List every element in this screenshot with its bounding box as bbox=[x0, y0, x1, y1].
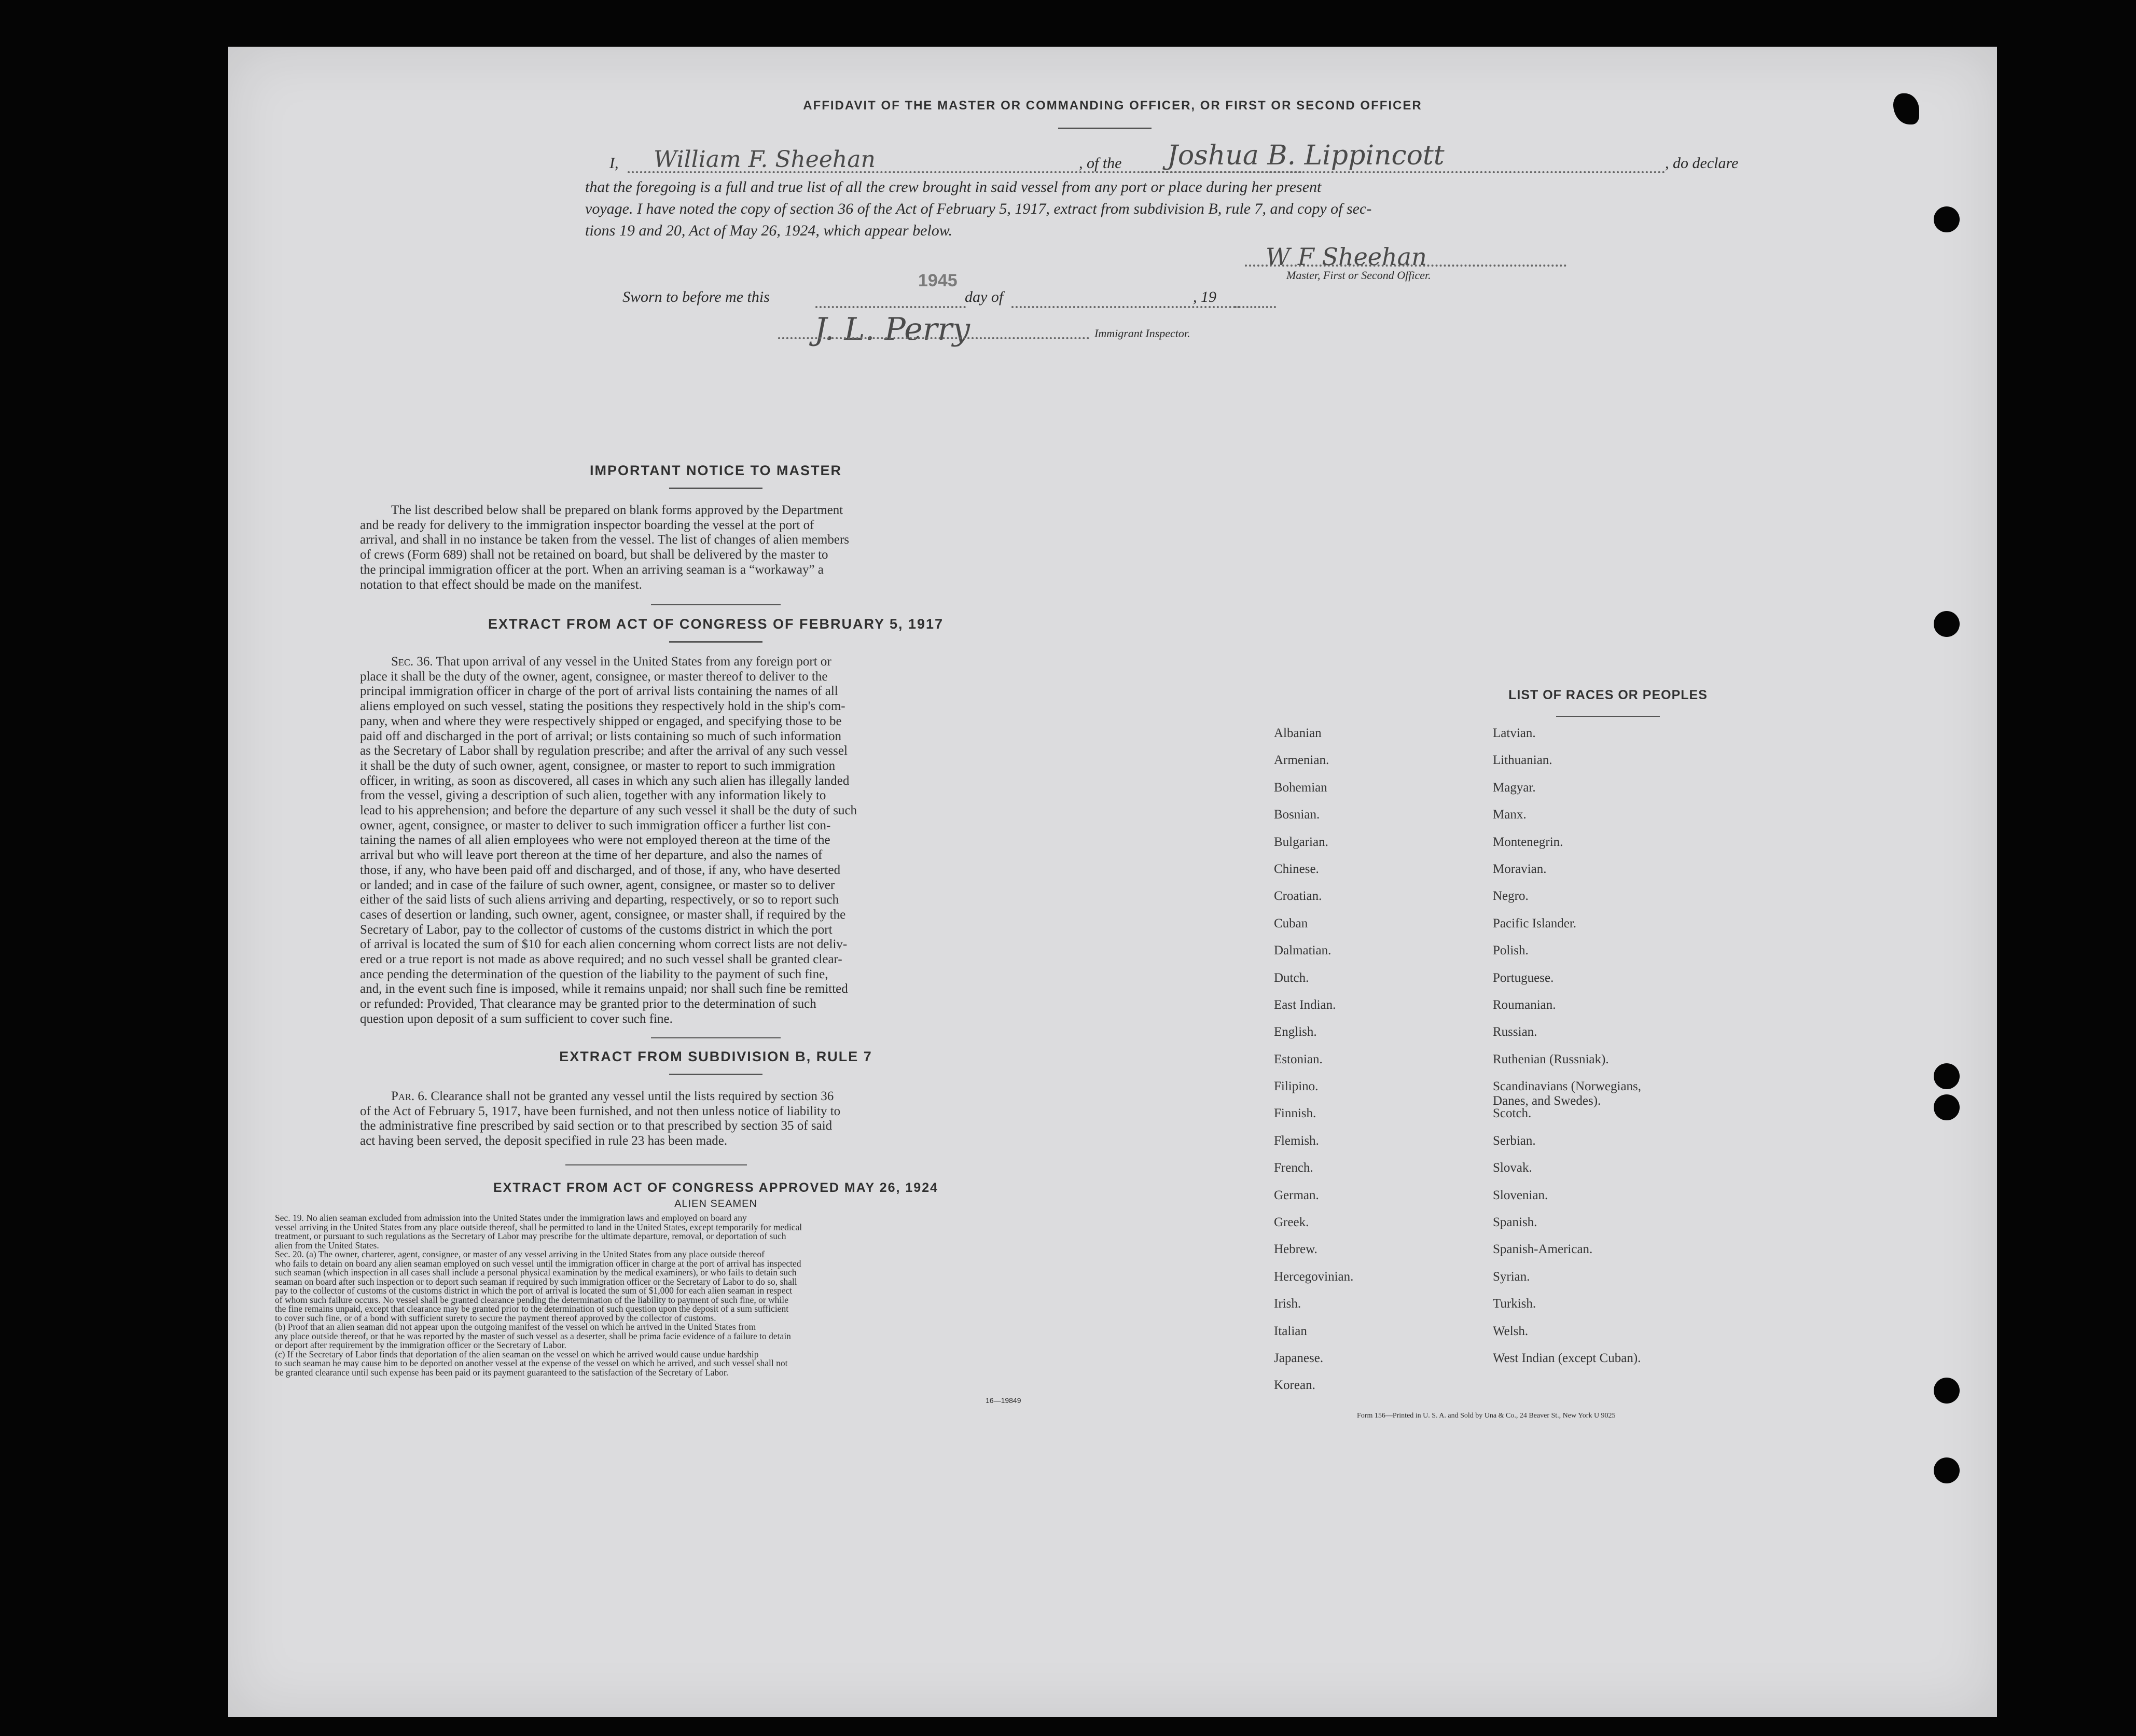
inspector-caption: Immigrant Inspector. bbox=[1094, 327, 1190, 340]
race-item: Magyar. bbox=[1493, 780, 1536, 795]
race-item: Bohemian bbox=[1274, 780, 1327, 795]
master-signature: W F Sheehan bbox=[1266, 243, 1427, 271]
extract-rule7-body: Clearance shall not be granted any vessel until the lists required by section 36 of the Act of February 5, 1917, have been furnished, and not then unless notice of liability to the administrative fine prescribed by said section or to that prescribed by section 35 of said act having been served, the deposit specified in rule 23 has been made. bbox=[360, 1089, 841, 1148]
form-code: 16—19849 bbox=[986, 1396, 1021, 1405]
race-item: Chinese. bbox=[1274, 862, 1319, 876]
binder-hole bbox=[1934, 1457, 1960, 1483]
race-item: Estonian. bbox=[1274, 1052, 1323, 1066]
inspector-line bbox=[778, 337, 1089, 339]
vessel-name-handwriting: Joshua B. Lippincott bbox=[1167, 140, 1445, 171]
race-item: Scotch. bbox=[1493, 1106, 1532, 1121]
do-declare-text: , do declare bbox=[1665, 155, 1739, 172]
race-item: Spanish. bbox=[1493, 1215, 1537, 1230]
extract-rule7-text bbox=[360, 1089, 1073, 1149]
title-rule bbox=[1058, 128, 1152, 129]
notice-title: IMPORTANT NOTICE TO MASTER bbox=[590, 463, 842, 478]
notice-text: The list described below shall be prepared on blank forms approved by the Department and be ready for delivery to the immigration inspector boarding the vessel at the port of arrival, and shall in no instance be taken from the vessel. The list of changes of alien members of crews (Form 689) shall not be retained on board, but shall be delivered by the master to the principal immigration officer at the port. When an arriving seaman is a “workaway” a notation to that effect should be made on the manifest. bbox=[360, 503, 849, 592]
race-item: Portuguese. bbox=[1493, 970, 1554, 985]
extract-rule7-rule bbox=[669, 1074, 762, 1075]
form-printer-note: Form 156—Printed in U. S. A. and Sold by Una & Co., 24 Beaver St., New York U 9025 bbox=[1357, 1412, 1616, 1420]
race-item: Bosnian. bbox=[1274, 808, 1320, 822]
race-item: Italian bbox=[1274, 1324, 1307, 1338]
race-item: Armenian. bbox=[1274, 753, 1329, 768]
declaration-text bbox=[585, 176, 1778, 242]
race-item: Korean. bbox=[1274, 1378, 1315, 1393]
race-item: Moravian. bbox=[1493, 862, 1547, 876]
race-item: Russian. bbox=[1493, 1025, 1537, 1039]
race-item: Flemish. bbox=[1274, 1133, 1319, 1148]
extract-1917-lead: Sec. 36. bbox=[391, 655, 433, 669]
extract-1917-rule bbox=[669, 641, 762, 643]
race-item: Montenegrin. bbox=[1493, 835, 1563, 849]
race-item: Dutch. bbox=[1274, 970, 1309, 985]
races-column-1 bbox=[1274, 726, 1353, 1406]
year-prefix: , 19 bbox=[1193, 288, 1216, 305]
declaration-line-2: voyage. I have noted the copy of section 36 of the Act of February 5, 1917, extract from subdivision B, rule 7, and copy of sec- bbox=[585, 200, 1372, 217]
race-item: German. bbox=[1274, 1188, 1319, 1202]
binder-hole bbox=[1934, 206, 1960, 232]
race-item: Albanian bbox=[1274, 726, 1322, 740]
declaration-line-1: that the foregoing is a full and true list of all the crew brought in said vessel from any port or place during her present bbox=[585, 178, 1322, 196]
extract-rule7-title: EXTRACT FROM SUBDIVISION B, RULE 7 bbox=[559, 1049, 872, 1064]
day-of-text: day of bbox=[965, 288, 1004, 305]
race-item: Manx. bbox=[1493, 808, 1527, 822]
extract-1917-divider bbox=[651, 1037, 781, 1038]
race-item: East Indian. bbox=[1274, 997, 1336, 1012]
race-item: Filipino. bbox=[1274, 1079, 1319, 1094]
race-item: Scandinavians (Norwegians, Danes, and Swedes). bbox=[1493, 1079, 1642, 1108]
race-item: Irish. bbox=[1274, 1297, 1301, 1311]
race-item: Japanese. bbox=[1274, 1351, 1324, 1365]
race-item: Welsh. bbox=[1493, 1324, 1529, 1338]
races-title: LIST OF RACES OR PEOPLES bbox=[1508, 688, 1708, 702]
sworn-text: Sworn to before me this bbox=[622, 288, 770, 305]
extract-1917-title: EXTRACT FROM ACT OF CONGRESS OF FEBRUARY 5, 1917 bbox=[488, 616, 944, 632]
vessel-line bbox=[1141, 171, 1665, 173]
master-name-signature: William F. Sheehan bbox=[654, 146, 876, 173]
document-page bbox=[228, 47, 1997, 1717]
affidavit-prefix: I, bbox=[609, 155, 619, 172]
race-item: Hercegovinian. bbox=[1274, 1269, 1354, 1284]
extract-1924-title: EXTRACT FROM ACT OF CONGRESS APPROVED MAY 26, 1924 bbox=[493, 1181, 939, 1195]
binder-hole bbox=[1934, 1094, 1960, 1120]
race-item: Slovenian. bbox=[1493, 1188, 1548, 1202]
extract-1924-text: Sec. 19. No alien seaman excluded from admission into the United States under the immigration laws and employed on board any vessel arriving in the United States from any place outside thereof, shall be permitted to land in the United States, except temporarily for medical treatment, or pursuant to such regulations as the Secretary of Labor may prescribe for the ultimate departure, removal, or deportation of such alien from the United States. Sec. 20. (a) The owner, charterer, agent, consignee, or master of any vessel arriving in the United States from any place outside thereof who fails to detain on board any alien seaman employed on such vessel until the immigration officer in charge at the port of arrival has inspected such seaman (which inspection in all cases shall include a personal physical examination by the medical examiners), or who fails to detain such seaman on board after such inspection or to deport such seaman if required by such immigration officer or the Secretary of Labor to do so, shall pay to the collector of customs of the customs district in which the port of arrival is located the sum of $1,000 for each alien seaman in respect of whom such failure occurs. No vessel shall be granted clearance pending the determination of the liability to payment of such fine, or while the fine remains unpaid, except that clearance may be granted prior to the determination of such question upon the deposit of a sum sufficient to cover such fine, or of a bond with sufficient surety to secure the payment thereof approved by the collector of customs. (b) Proof that an alien seaman did not appear upon the outgoing manifest of the vessel on which he arrived in the United States from any place outside thereof, or that he was reported by the master of such vessel as a deserter, shall be prima facie evidence of a failure to detain or deport after requirement by the immigration officer or the Secretary of Labor. (c) If the Secretary of Labor finds that deportation of the alien seaman on the vessel on which he arrived would cause undue hardship to such seaman he may cause him to be deported on another vessel at the expense of the vessel on which he arrived, and such vessel shall not be granted clearance until such expense has been paid or its payment guaranteed to the satisfaction of the Secretary of Labor. bbox=[275, 1213, 802, 1378]
of-the-text: , of the bbox=[1079, 155, 1122, 172]
race-item: Croatian. bbox=[1274, 889, 1322, 904]
race-item: Negro. bbox=[1493, 889, 1529, 904]
signature-caption: Master, First or Second Officer. bbox=[1286, 269, 1431, 282]
binder-hole bbox=[1934, 611, 1960, 637]
notice-divider bbox=[651, 604, 781, 605]
declaration-line-3: tions 19 and 20, Act of May 26, 1924, which appear below. bbox=[585, 222, 953, 239]
race-item: English. bbox=[1274, 1025, 1317, 1039]
date-stamp: 1945 bbox=[918, 271, 958, 290]
race-item: Slovak. bbox=[1493, 1161, 1532, 1175]
notice-rule bbox=[669, 488, 762, 489]
race-item: West Indian (except Cuban). bbox=[1493, 1351, 1641, 1365]
race-item: Dalmatian. bbox=[1274, 943, 1331, 958]
race-item: French. bbox=[1274, 1161, 1313, 1175]
race-item: Finnish. bbox=[1274, 1106, 1316, 1121]
affidavit-title: AFFIDAVIT OF THE MASTER OR COMMANDING OFFICER, OR FIRST OR SECOND OFFICER bbox=[803, 99, 1422, 113]
race-item: Latvian. bbox=[1493, 726, 1536, 740]
extract-1917-text bbox=[360, 655, 1073, 1027]
race-item: Bulgarian. bbox=[1274, 835, 1328, 849]
extract-1917-body: That upon arrival of any vessel in the United States from any foreign port or place it shall be the duty of the owner, agent, consignee, or master thereof to deliver to the principal immigration officer in charge of the port of arrival lists containing the names of all aliens employed on such vessel, stating the positions they respectively hold in the ship's com- pany, when and where they were respectively shipped or engaged, and specifying those to be paid off and discharged in the port of arrival; or lists containing so much of such information as the Secretary of Labor shall by regulation prescribe; and after the arrival of any such vessel it shall be the duty of such owner, agent, consignee, or master to report to such immigration officer, in writing, as soon as discovered, all cases in which any such alien has illegally landed from the vessel, giving a description of such alien, together with any information likely to lead to his apprehension; and before the departure of any such vessel it shall be the duty of such owner, agent, consignee, or master to deliver to such immigration officer a further list con- taining the names of all alien employees who were not employed thereon at the time of the arrival but who will leave port thereon at the time of her departure, and also the names of those, if any, who have been paid off and discharged, and of those, if any, who have deserted or landed; and in case of the failure of such owner, agent, consignee, or master so to deliver either of the said lists of such aliens arriving and departing, respectively, or so to report such cases of desertion or landing, such owner, agent, consignee, or master shall, if required by the Secretary of Labor, pay to the collector of customs of the customs district in which the port of arrival is located the sum of $10 for each alien concerning whom correct lists are not deliv- ered or a true report is not made as above required; and no such vessel shall be granted clear- ance pending the determination of the question of the liability to the payment of such fine, and, in the event such fine is imposed, while it remains unpaid; nor shall such fine be remitted or refunded: Provided, That clearance may be granted prior to the determination of such question upon deposit of a sum sufficient to cover such fine. bbox=[360, 655, 857, 1026]
race-item: Greek. bbox=[1274, 1215, 1309, 1230]
races-column-2 bbox=[1493, 726, 1641, 1378]
race-item: Cuban bbox=[1274, 916, 1308, 931]
races-rule bbox=[1556, 716, 1660, 717]
race-item: Polish. bbox=[1493, 943, 1529, 958]
race-item: Spanish-American. bbox=[1493, 1242, 1593, 1257]
race-item: Serbian. bbox=[1493, 1133, 1536, 1148]
sworn-day-line bbox=[815, 306, 966, 308]
race-item: Syrian. bbox=[1493, 1269, 1530, 1284]
binder-hole bbox=[1934, 1378, 1960, 1404]
signature-line bbox=[1245, 265, 1566, 267]
inspector-signature: J. L. Perry bbox=[814, 311, 970, 348]
extract-rule7-lead: Par. 6. bbox=[391, 1089, 428, 1103]
race-item: Lithuanian. bbox=[1493, 753, 1552, 768]
race-item: Turkish. bbox=[1493, 1297, 1536, 1311]
binder-hole bbox=[1934, 1063, 1960, 1089]
race-item: Hebrew. bbox=[1274, 1242, 1317, 1257]
extract-rule7-divider bbox=[565, 1164, 747, 1165]
race-item: Roumanian. bbox=[1493, 997, 1556, 1012]
sworn-year-line bbox=[1235, 306, 1276, 308]
race-item: Pacific Islander. bbox=[1493, 916, 1577, 931]
sworn-month-line bbox=[1011, 306, 1240, 308]
extract-1924-subtitle: ALIEN SEAMEN bbox=[674, 1198, 757, 1210]
race-item: Ruthenian (Russniak). bbox=[1493, 1052, 1609, 1066]
